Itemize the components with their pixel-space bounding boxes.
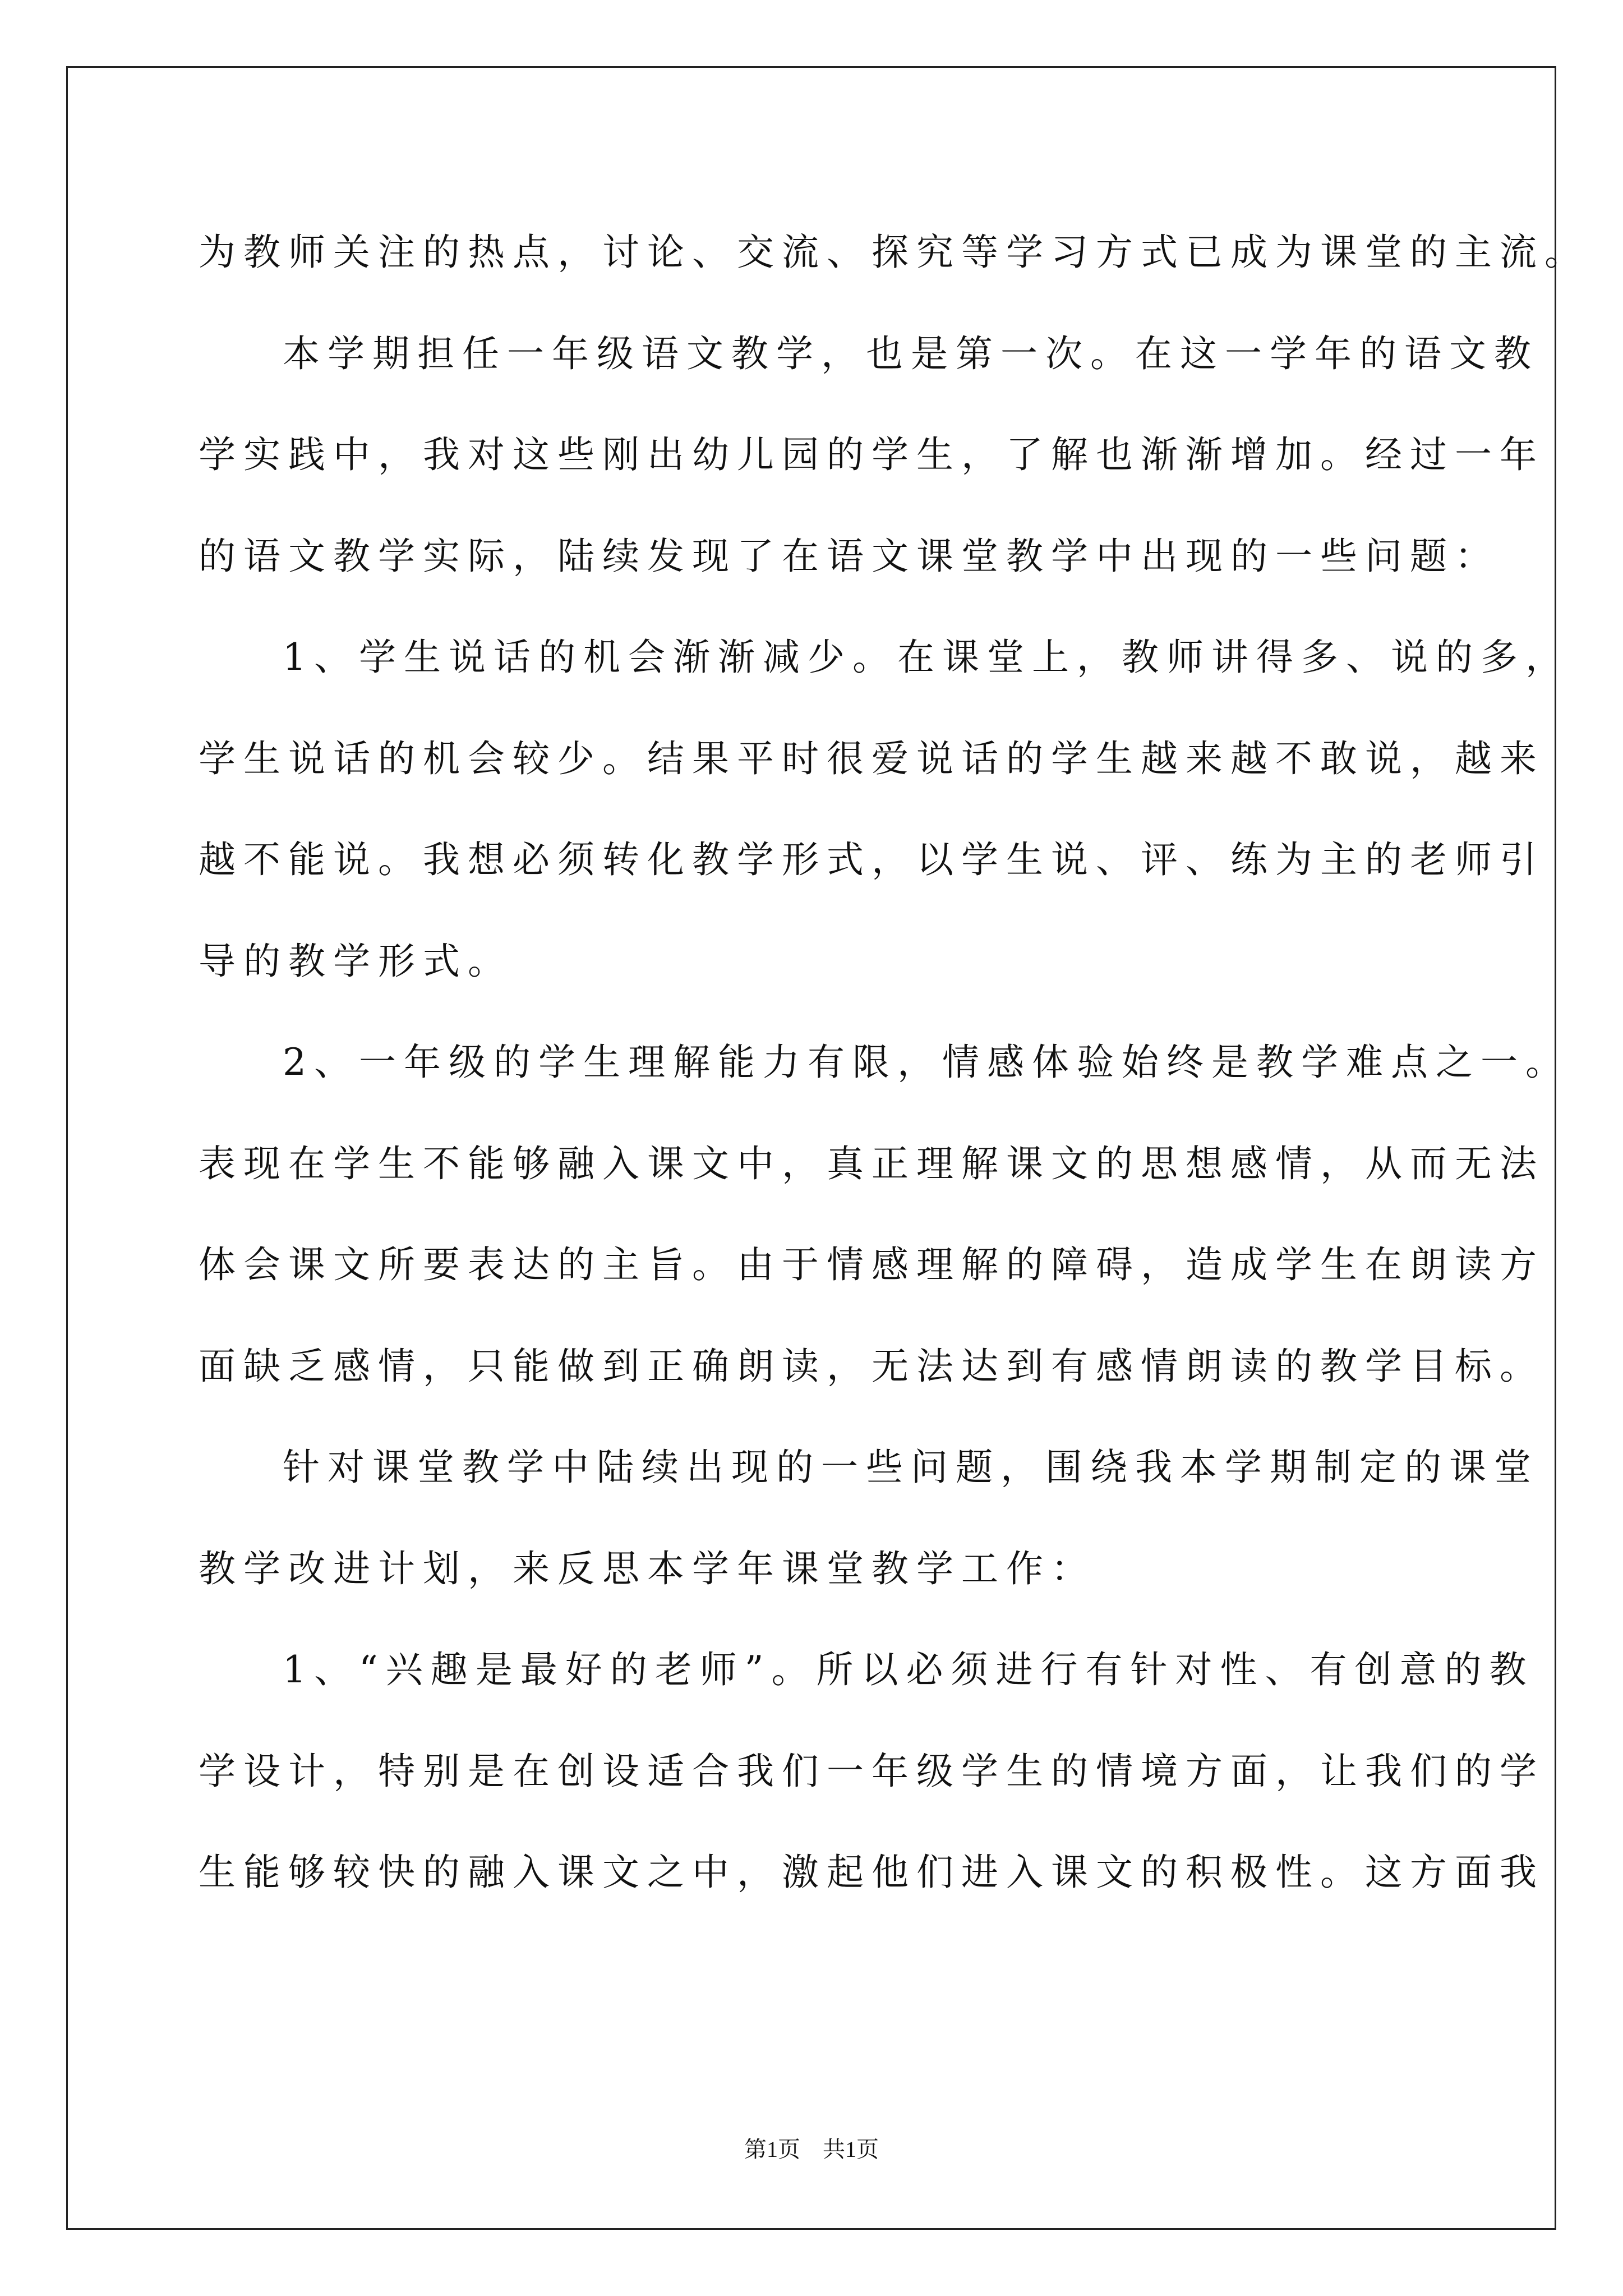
text-line: 表现在学生不能够融入课文中，真正理解课文的思想感情，从而无法	[199, 1142, 1544, 1185]
page-footer: 第1页 共1页	[744, 2137, 879, 2162]
text-line: 学设计，特别是在创设适合我们一年级学生的情境方面，让我们的学	[199, 1749, 1544, 1793]
paragraph-start-line: 本学期担任一年级语文教学，也是第一次。在这一学年的语文教	[283, 332, 1539, 375]
text-line: 学实践中，我对这些刚出幼儿园的学生，了解也渐渐增加。经过一年	[199, 433, 1544, 476]
paragraph-start-line: 1、“兴趣是最好的老师”。所以必须进行有针对性、有创意的教	[283, 1648, 1534, 1691]
paragraph-start-line: 2、一年级的学生理解能力有限，情感体验始终是教学难点之一。	[283, 1041, 1570, 1084]
text-line: 为教师关注的热点，讨论、交流、探究等学习方式已成为课堂的主流。	[199, 231, 1589, 274]
text-line: 教学改进计划，来反思本学年课堂教学工作：	[199, 1547, 1096, 1590]
text-line: 生能够较快的融入课文之中，激起他们进入课文的积极性。这方面我	[199, 1851, 1544, 1894]
text-line: 面缺乏感情，只能做到正确朗读，无法达到有感情朗读的教学目标。	[199, 1344, 1544, 1388]
text-line: 越不能说。我想必须转化教学形式，以学生说、评、练为主的老师引	[199, 838, 1544, 881]
document-body	[199, 202, 1589, 1924]
text-line: 的语文教学实际，陆续发现了在语文课堂教学中出现的一些问题：	[199, 534, 1500, 578]
text-line: 学生说话的机会较少。结果平时很爱说话的学生越来越不敢说，越来	[199, 737, 1544, 780]
paragraph-start-line: 1、学生说话的机会渐渐减少。在课堂上，教师讲得多、说的多，	[283, 636, 1570, 679]
text-line: 体会课文所要表达的主旨。由于情感理解的障碍，造成学生在朗读方	[199, 1243, 1544, 1286]
paragraph-start-line: 针对课堂教学中陆续出现的一些问题，围绕我本学期制定的课堂	[283, 1446, 1539, 1489]
text-line: 导的教学形式。	[199, 939, 513, 983]
